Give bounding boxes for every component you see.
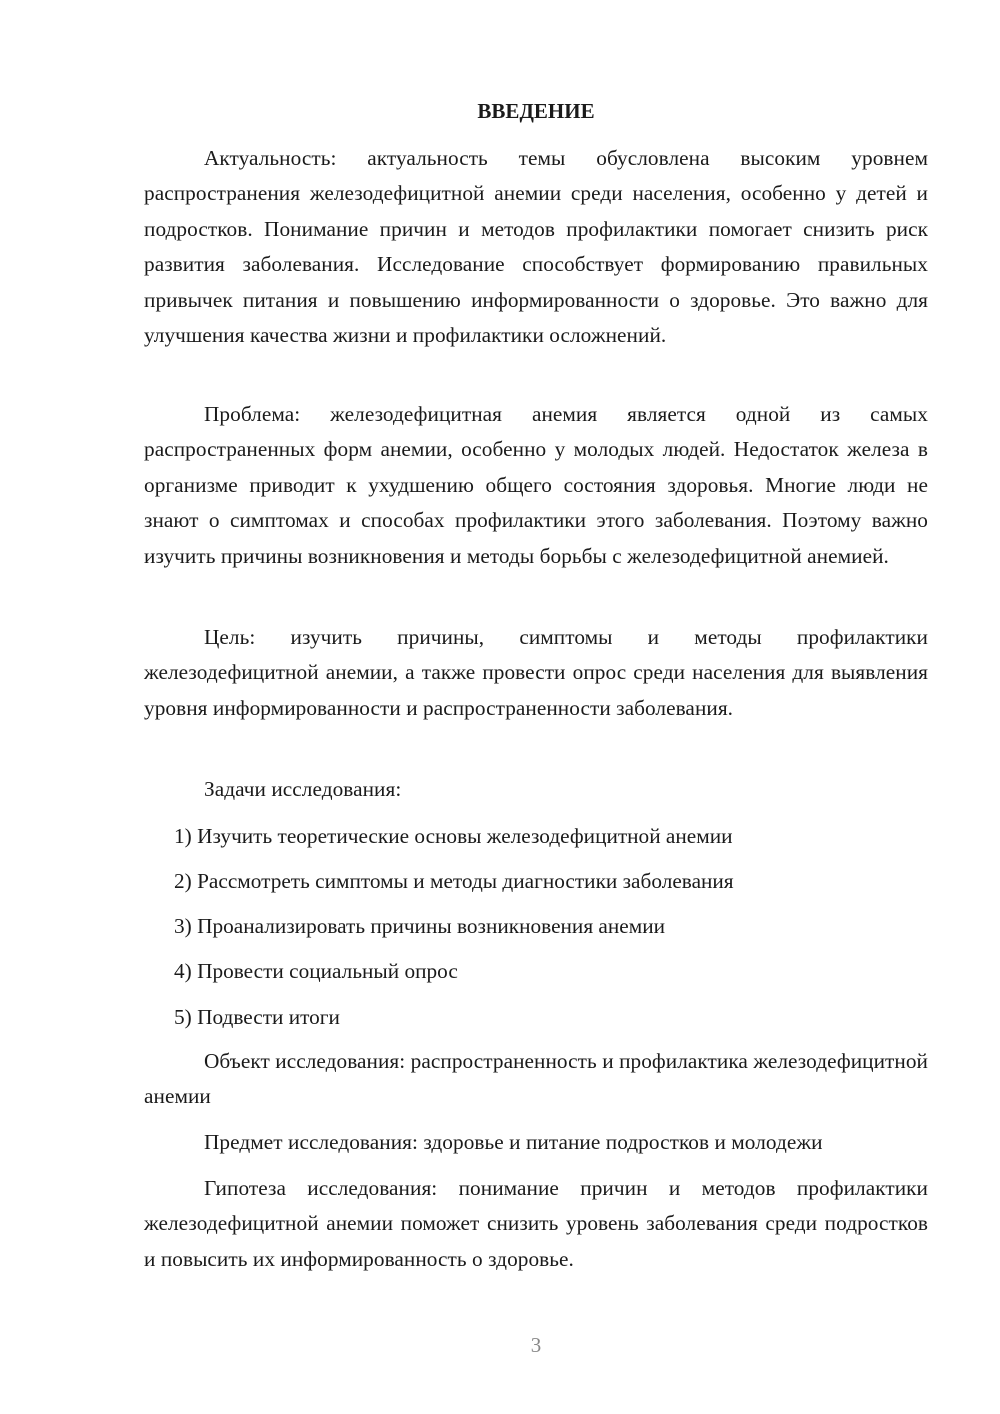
list-item [174,911,928,941]
paragraph-subject: Предмет исследования: здоровье и питание подростков и молодежи [204,1130,823,1154]
list-item [174,1002,928,1032]
list-item-text: Проанализировать причины возникновения анемии [197,914,666,938]
page-number: 3 [530,1333,542,1357]
section-title: ВВЕДЕНИЕ [477,99,595,123]
list-item-number: 2) [174,869,192,893]
list-item-number: 1) [174,824,192,848]
paragraph-problem: Проблема: железодефицитная анемия является одной из самых распространенных форм анемии, особенно у молодых людей. Недостаток железа в организме приводит к ухудшению общего состояния здоровья. Многие люди не знают о симптомах и способах профилактики этого заболевания. Поэтому важно изучить причины возникновения и методы борьбы с железодефицитной анемией. [144,402,928,568]
list-item [174,866,928,896]
list-item-text: Подвести итоги [197,1005,340,1029]
list-item-number: 3) [174,914,192,938]
list-item-text: Изучить теоретические основы железодефицитной анемии [197,824,733,848]
list-item-text: Провести социальный опрос [197,959,458,983]
list-item [174,956,928,986]
tasks-heading: Задачи исследования: [204,777,402,801]
list-item-number: 5) [174,1005,192,1029]
list-item-text: Рассмотреть симптомы и методы диагностики заболевания [197,869,734,893]
paragraph-relevance: Актуальность: актуальность темы обусловлена высоким уровнем распространения железодефицитной анемии среди населения, особенно у детей и подростков. Понимание причин и методов профилактики помогает снизить риск развития заболевания. Исследование способствует формированию правильных привычек питания и повышению информированности о здоровье. Это важно для улучшения качества жизни и профилактики осложнений. [144,146,928,348]
paragraph-goal: Цель: изучить причины, симптомы и методы профилактики железодефицитной анемии, а также провести опрос среди населения для выявления уровня информированности и распространенности заболевания. [144,625,928,720]
list-item [174,821,928,851]
paragraph-hypothesis: Гипотеза исследования: понимание причин и методов профилактики железодефицитной анемии поможет снизить уровень заболевания среди подростков и повысить их информированность о здоровье. [144,1176,928,1271]
list-item-number: 4) [174,959,192,983]
paragraph-object: Объект исследования: распространенность и профилактика железодефицитной анемии [144,1049,928,1109]
